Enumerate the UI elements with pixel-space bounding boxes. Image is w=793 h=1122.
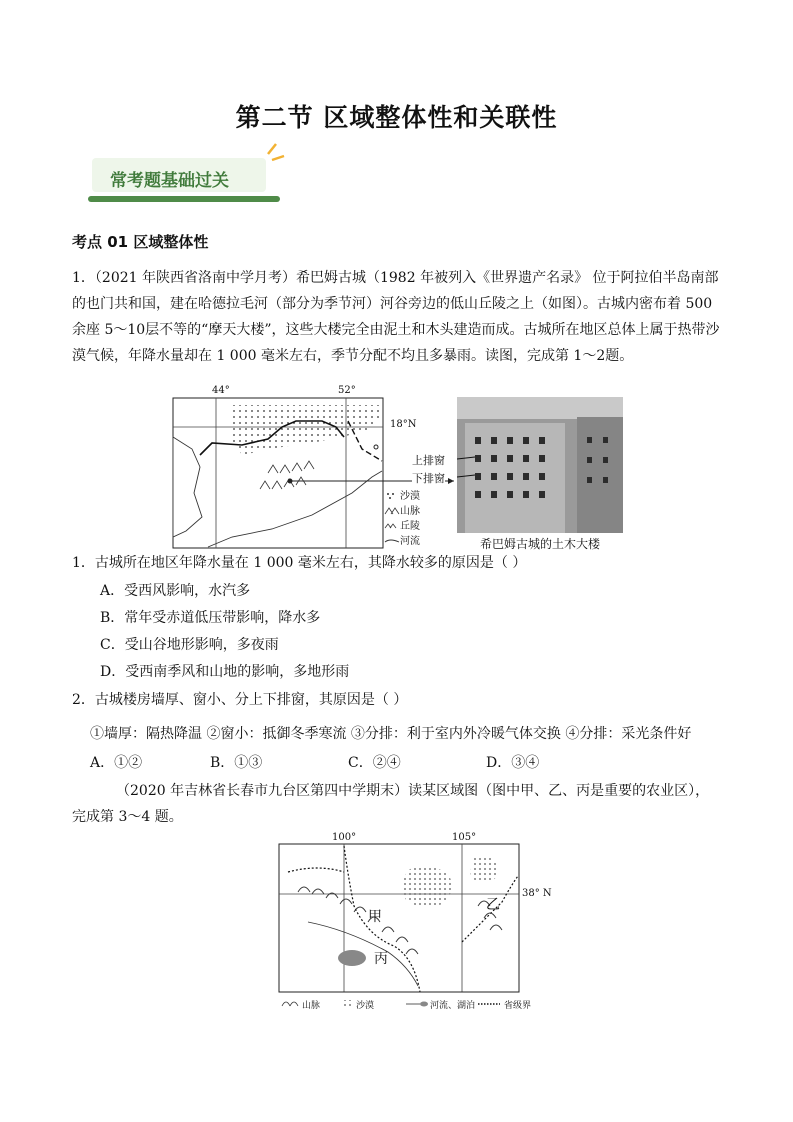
hibam-photo [457, 397, 623, 533]
map2-legend-desert: 沙漠 [356, 1001, 375, 1011]
section-banner [88, 142, 288, 206]
legend-mountain: 山脉 [400, 506, 420, 517]
map2-legend-river-lake: 河流、湖泊 [430, 1001, 476, 1011]
question-1-intro: 1．（2021 年陕西省洛南中学月考）希巴姆古城（1982 年被列入《世界遗产名录》 位于阿拉伯半岛南部的也门共和国，建在哈德拉毛河（部分为季节河）河谷旁边的低山丘陵之上（如图）。古城内密布着 500 余座 5～10层不等的“摩天大楼”，这些大楼完全由泥土和木头建造而成。古城所在地区总体上属于热带沙漠气候，年降水量却在 1 000 毫米左右，季节分配不均且多暴雨。读图，完成第 1～2题。 [72, 270, 720, 364]
q2-option-b: B．①③ [210, 755, 263, 771]
q1-option-b: B．常年受赤道低压带影响，降水多 [100, 610, 321, 626]
legend-river: 河流 [400, 536, 420, 547]
q2-option-d: D．③④ [486, 755, 540, 771]
legend-hill: 丘陵 [400, 521, 420, 532]
map1-lat-18: 18°N [390, 419, 417, 430]
label-upper-window: 上排窗 [412, 454, 445, 467]
question-2-statements: ①墙厚：隔热降温 ②窗小：抵御冬季寒流 ③分排：利于室内外冷暖气体交换 ④分排：采光条件好 [90, 726, 692, 742]
q2-option-c: C．②④ [348, 755, 401, 771]
map2-legend-mountain: 山脉 [302, 1001, 321, 1011]
map1-lon-44: 44° [212, 385, 230, 396]
banner-label: 常考题基础过关 [110, 171, 229, 191]
section-heading: 考点 01 区域整体性 [72, 233, 209, 251]
q1-option-d: D．受西南季风和山地的影响，多地形雨 [100, 664, 350, 680]
question-1-stem: 1．古城所在地区年降水量在 1 000 毫米左右，其降水较多的原因是（ ） [72, 555, 527, 571]
photo-caption: 希巴姆古城的土木大楼 [479, 537, 600, 551]
map2-lon-100: 100° [332, 832, 357, 843]
question-3-4-intro: （2020 年吉林省长春市九台区第四中学期末）读某区域图（图中甲、乙、丙是重要的农业区），完成第 3～4 题。 [72, 783, 710, 825]
question-2-stem: 2．古城楼房墙厚、窗小、分上下排窗，其原因是（ ） [72, 692, 408, 708]
legend-desert: 沙漠 [400, 491, 420, 502]
region-yi: 乙 [486, 897, 500, 913]
page-title: 第二节 区域整体性和关联性 [235, 103, 558, 132]
map2-lat-38: 38° N [522, 888, 552, 899]
region-map [278, 832, 560, 1010]
map1-lon-52: 52° [338, 385, 356, 396]
q1-option-a: A．受西风影响，水汽多 [100, 583, 251, 599]
map2-lon-105: 105° [452, 832, 477, 843]
q2-option-a: A．①② [90, 755, 143, 771]
q1-option-c: C．受山谷地形影响，多夜雨 [100, 637, 279, 653]
map1-legend [400, 489, 420, 549]
map2-legend-province-border: 省级界 [504, 1001, 532, 1011]
label-lower-window: 下排窗 [412, 472, 445, 485]
region-jia: 甲 [368, 909, 382, 925]
region-bing: 丙 [374, 951, 388, 967]
